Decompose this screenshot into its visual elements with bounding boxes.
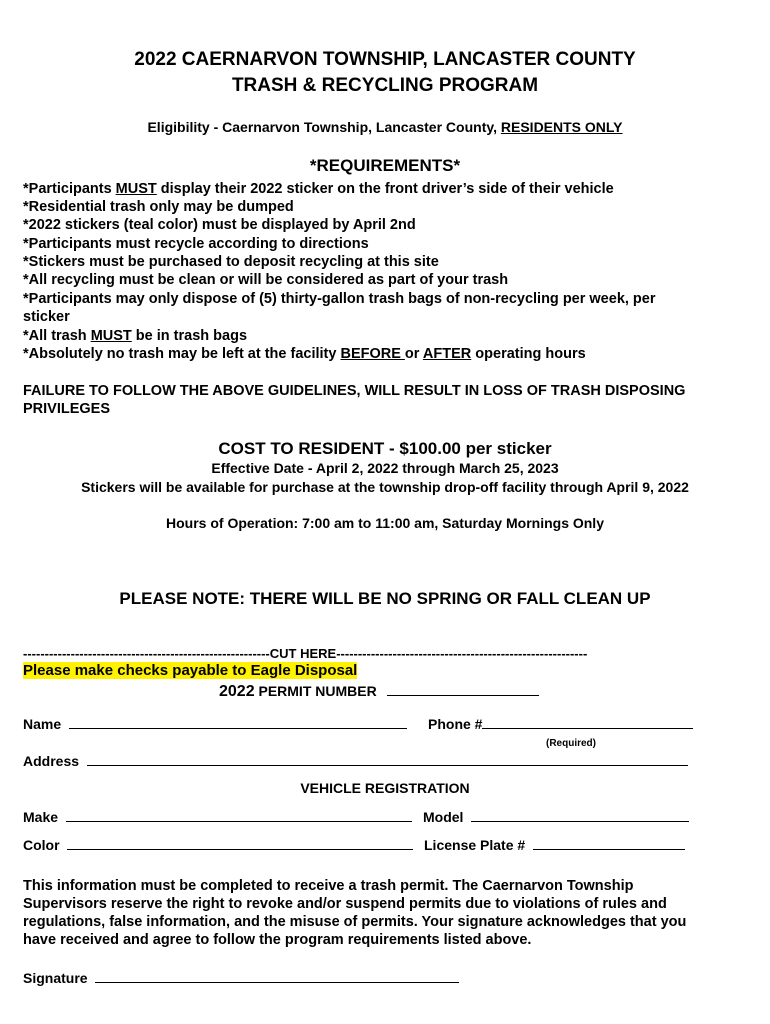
cut-line: ---------------------------------------------------------CUT HERE----------------------------------------------------------: [23, 646, 588, 661]
checks-note: [23, 662, 357, 679]
requirement-emphasis: MUST: [115, 181, 157, 197]
requirement-4: *Participants must recycle according to directions: [23, 236, 369, 252]
signature-row: [23, 969, 459, 986]
disclaimer-line4: have received and agree to follow the program requirements listed above.: [23, 932, 532, 948]
model-row: [423, 808, 689, 825]
permit-number-row: [219, 682, 539, 701]
color-label: Color: [23, 837, 60, 853]
requirement-emphasis: AFTER: [422, 346, 472, 362]
model-label: Model: [423, 809, 464, 825]
signature-label: Signature: [23, 970, 88, 986]
disclaimer-line1: This information must be completed to receive a trash permit. The Caernarvon Township: [23, 878, 634, 894]
name-row: [23, 715, 407, 732]
eligibility-text: Eligibility - Caernarvon Township, Lancaster County,: [147, 119, 501, 135]
color-field[interactable]: [67, 836, 413, 850]
doc-title-line2: TRASH & RECYCLING PROGRAM: [231, 75, 539, 96]
sticker-availability: Stickers will be available for purchase at the township drop-off facility through April 9, 2022: [81, 479, 689, 495]
requirement-text: operating hours: [471, 346, 586, 362]
requirement-8: [23, 327, 247, 345]
requirement-text: *Absolutely no trash may be left at the facility: [23, 346, 341, 362]
model-field[interactable]: [471, 808, 689, 822]
make-row: [23, 808, 412, 825]
address-field[interactable]: [87, 752, 688, 766]
eligibility-emphasis: RESIDENTS ONLY: [500, 119, 623, 135]
make-label: Make: [23, 809, 59, 825]
address-row: [23, 752, 688, 769]
requirements-heading: *REQUIREMENTS*: [309, 156, 461, 175]
phone-label: Phone #: [428, 716, 483, 732]
permit-label: PERMIT NUMBER: [254, 683, 377, 699]
requirement-1: [23, 180, 614, 198]
requirement-3: *2022 stickers (teal color) must be displayed by April 2nd: [23, 217, 416, 233]
required-note: (Required): [546, 738, 596, 749]
make-field[interactable]: [66, 808, 412, 822]
address-label: Address: [23, 753, 80, 769]
name-label: Name: [23, 716, 62, 732]
failure-line2: PRIVILEGES: [23, 401, 111, 417]
color-row: [23, 836, 413, 853]
license-plate-field[interactable]: [533, 836, 685, 850]
cost-heading: COST TO RESIDENT - $100.00 per sticker: [218, 439, 552, 458]
requirement-7-line1: *Participants may only dispose of (5) thirty-gallon trash bags of non-recycling per week, per: [23, 291, 656, 307]
requirement-7-line2: sticker: [23, 309, 70, 325]
requirement-emphasis: BEFORE: [340, 346, 405, 362]
signature-field[interactable]: [95, 969, 459, 983]
requirement-2: *Residential trash only may be dumped: [23, 199, 294, 215]
license-plate-row: [424, 836, 685, 853]
requirement-9: [23, 345, 586, 363]
disclaimer-line2: Supervisors reserve the right to revoke and/or suspend permits due to violations of rules and: [23, 896, 667, 912]
hours-of-operation: Hours of Operation: 7:00 am to 11:00 am, Saturday Mornings Only: [166, 515, 604, 531]
doc-title-line1: 2022 CAERNARVON TOWNSHIP, LANCASTER COUNTY: [134, 49, 636, 70]
permit-number-field[interactable]: [387, 682, 539, 696]
checks-note-highlight: Please make checks payable to Eagle Disposal: [23, 662, 358, 679]
requirement-text: be in trash bags: [131, 328, 248, 344]
name-field[interactable]: [69, 715, 407, 729]
requirement-6: *All recycling must be clean or will be considered as part of your trash: [23, 272, 509, 288]
phone-field[interactable]: [482, 715, 693, 729]
requirement-5: *Stickers must be purchased to deposit recycling at this site: [23, 254, 439, 270]
failure-line1: FAILURE TO FOLLOW THE ABOVE GUIDELINES, WILL RESULT IN LOSS OF TRASH DISPOSING: [23, 383, 686, 399]
disclaimer-line3: regulations, false information, and the misuse of permits. Your signature acknowledges that you: [23, 914, 687, 930]
permit-year: 2022: [219, 683, 255, 700]
license-plate-label: License Plate #: [424, 837, 526, 853]
phone-row: [428, 715, 693, 732]
requirement-text: or: [404, 346, 423, 362]
requirement-text: *Participants: [23, 181, 116, 197]
requirement-text: *All trash: [23, 328, 91, 344]
eligibility-line: [0, 119, 770, 135]
vehicle-registration-heading: VEHICLE REGISTRATION: [300, 780, 470, 796]
effective-date: Effective Date - April 2, 2022 through March 25, 2023: [211, 460, 559, 476]
requirement-emphasis: MUST: [90, 328, 132, 344]
requirement-text: display their 2022 sticker on the front driver’s side of their vehicle: [156, 181, 614, 197]
clean-up-note: PLEASE NOTE: THERE WILL BE NO SPRING OR FALL CLEAN UP: [119, 589, 651, 608]
